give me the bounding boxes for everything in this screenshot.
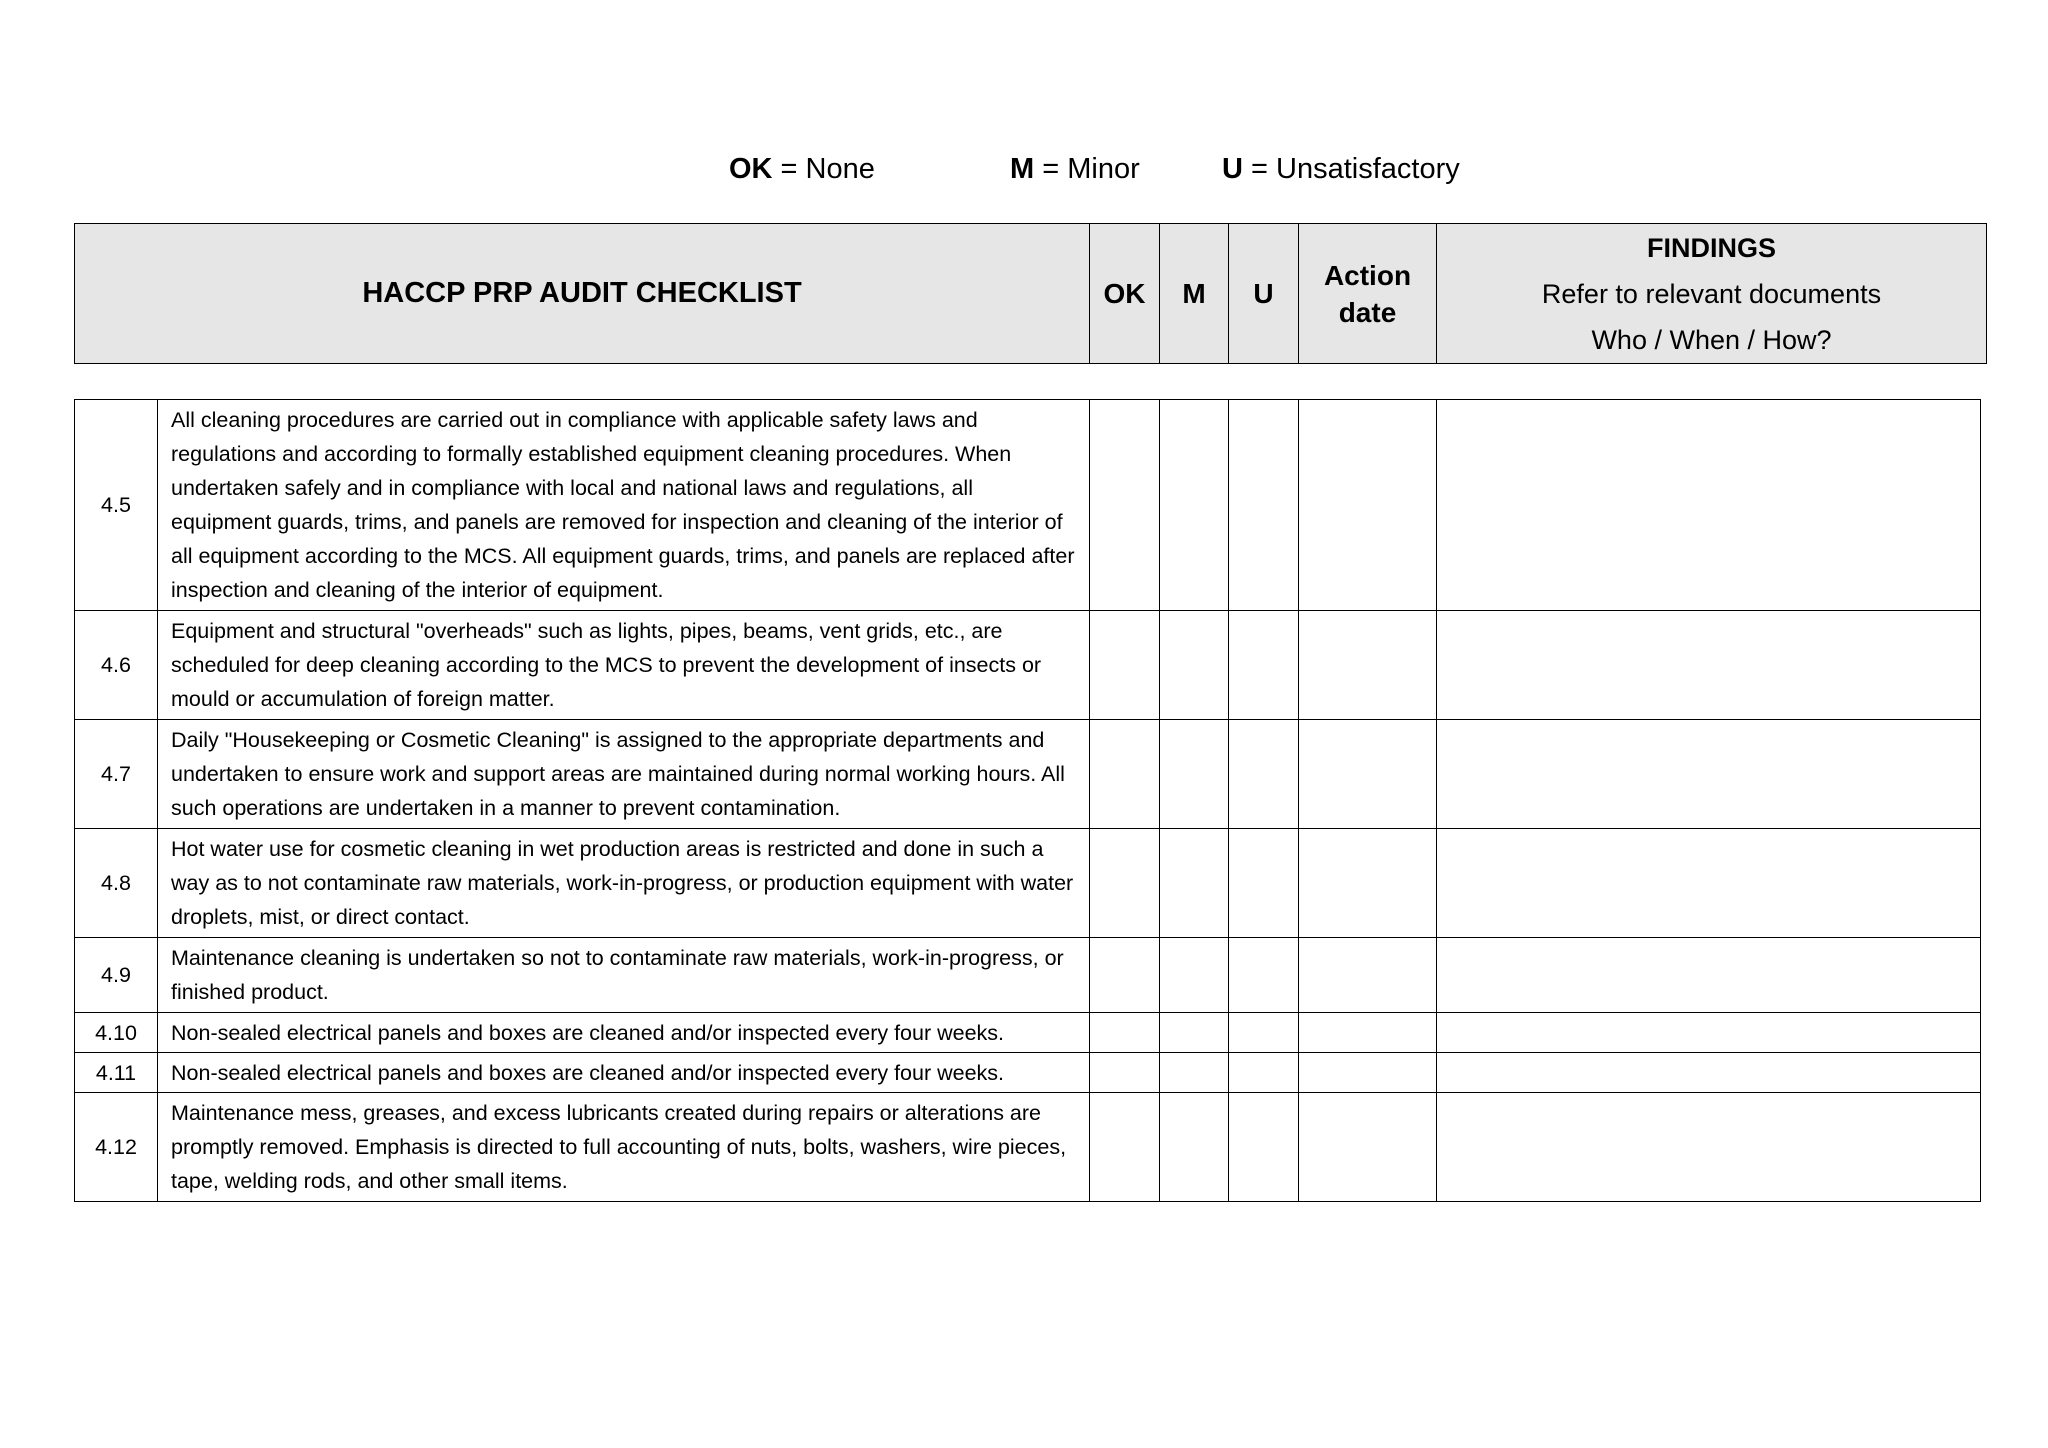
- item-number: 4.8: [75, 829, 158, 938]
- action-date-cell[interactable]: [1299, 829, 1437, 938]
- minor-cell[interactable]: [1160, 611, 1229, 720]
- minor-cell[interactable]: [1160, 938, 1229, 1013]
- table-row: [75, 1013, 1981, 1053]
- ok-cell[interactable]: [1090, 400, 1160, 611]
- legend-ok-desc: = None: [772, 153, 875, 185]
- item-text: Hot water use for cosmetic cleaning in wet production areas is restricted and done in such a way as to not contaminate raw materials, work-in-progress, or production equipment with water droplets, mist, or direct contact.: [158, 829, 1090, 938]
- ok-cell[interactable]: [1090, 1013, 1160, 1053]
- action-line-2: date: [1338, 296, 1397, 328]
- item-number: 4.12: [75, 1093, 158, 1202]
- col-action-date-header: [1299, 224, 1437, 364]
- checklist-table: [74, 399, 1981, 1202]
- legend-u-key: U: [1222, 153, 1243, 185]
- action-date-cell[interactable]: [1299, 1013, 1437, 1053]
- ok-cell[interactable]: [1090, 1053, 1160, 1093]
- table-row: [75, 829, 1981, 938]
- legend-unsatisfactory: [1222, 153, 1460, 186]
- action-date-cell[interactable]: [1299, 1053, 1437, 1093]
- unsatisfactory-cell[interactable]: [1229, 720, 1299, 829]
- minor-cell[interactable]: [1160, 720, 1229, 829]
- findings-cell[interactable]: [1437, 938, 1981, 1013]
- item-number: 4.7: [75, 720, 158, 829]
- unsatisfactory-cell[interactable]: [1229, 611, 1299, 720]
- item-text: Maintenance cleaning is undertaken so not to contaminate raw materials, work-in-progress, or finished product.: [158, 938, 1090, 1013]
- checklist-title: HACCP PRP AUDIT CHECKLIST: [75, 224, 1090, 364]
- findings-prompt: Who / When / How?: [1591, 324, 1832, 355]
- item-text: Equipment and structural "overheads" such as lights, pipes, beams, vent grids, etc., are scheduled for deep cleaning according to the MCS to prevent the development of insects or mould or accumulation of foreign matter.: [158, 611, 1090, 720]
- action-date-cell[interactable]: [1299, 938, 1437, 1013]
- unsatisfactory-cell[interactable]: [1229, 829, 1299, 938]
- action-date-cell[interactable]: [1299, 400, 1437, 611]
- unsatisfactory-cell[interactable]: [1229, 1093, 1299, 1202]
- ok-cell[interactable]: [1090, 611, 1160, 720]
- minor-cell[interactable]: [1160, 1093, 1229, 1202]
- findings-cell[interactable]: [1437, 1013, 1981, 1053]
- unsatisfactory-cell[interactable]: [1229, 400, 1299, 611]
- legend-ok: [729, 153, 875, 186]
- col-unsatisfactory-header: U: [1229, 224, 1299, 364]
- findings-cell[interactable]: [1437, 829, 1981, 938]
- minor-cell[interactable]: [1160, 400, 1229, 611]
- unsatisfactory-cell[interactable]: [1229, 1013, 1299, 1053]
- minor-cell[interactable]: [1160, 1013, 1229, 1053]
- findings-cell[interactable]: [1437, 400, 1981, 611]
- legend-u-desc: = Unsatisfactory: [1242, 153, 1460, 185]
- item-number: 4.11: [75, 1053, 158, 1093]
- item-text: Daily "Housekeeping or Cosmetic Cleaning" is assigned to the appropriate departments and undertaken to ensure work and support areas are maintained during normal working hours. All such operations are undertaken in a manner to prevent contamination.: [158, 720, 1090, 829]
- legend-m-desc: = Minor: [1034, 153, 1140, 185]
- legend-m-key: M: [1010, 153, 1035, 185]
- findings-title: FINDINGS: [1646, 232, 1776, 263]
- findings-cell[interactable]: [1437, 720, 1981, 829]
- action-line-1: Action: [1323, 259, 1412, 291]
- item-text: Maintenance mess, greases, and excess lubricants created during repairs or alterations are promptly removed. Emphasis is directed to full accounting of nuts, bolts, washers, wire pieces, tape, welding rods, and other small items.: [158, 1093, 1090, 1202]
- rating-legend: [0, 153, 2048, 193]
- col-ok-header: OK: [1090, 224, 1160, 364]
- action-date-cell[interactable]: [1299, 1093, 1437, 1202]
- findings-cell[interactable]: [1437, 1053, 1981, 1093]
- item-number: 4.9: [75, 938, 158, 1013]
- unsatisfactory-cell[interactable]: [1229, 938, 1299, 1013]
- table-row: [75, 1093, 1981, 1202]
- col-minor-header: M: [1160, 224, 1229, 364]
- findings-subtitle: Refer to relevant documents: [1541, 278, 1882, 309]
- table-row: [75, 1053, 1981, 1093]
- ok-cell[interactable]: [1090, 938, 1160, 1013]
- item-text: Non-sealed electrical panels and boxes are cleaned and/or inspected every four weeks.: [158, 1053, 1090, 1093]
- table-row: [75, 611, 1981, 720]
- ok-cell[interactable]: [1090, 829, 1160, 938]
- item-number: 4.10: [75, 1013, 158, 1053]
- item-number: 4.5: [75, 400, 158, 611]
- action-date-cell[interactable]: [1299, 720, 1437, 829]
- findings-cell[interactable]: [1437, 1093, 1981, 1202]
- checklist-header: [74, 223, 1987, 364]
- minor-cell[interactable]: [1160, 1053, 1229, 1093]
- item-text: All cleaning procedures are carried out in compliance with applicable safety laws and regulations and according to formally established equipment cleaning procedures. When undertaken safely and in compliance with local and national laws and regulations, all equipment guards, trims, and panels are removed for inspection and cleaning of the interior of all equipment according to the MCS. All equipment guards, trims, and panels are replaced after inspection and cleaning of the interior of equipment.: [158, 400, 1090, 611]
- legend-ok-key: OK: [729, 153, 773, 185]
- legend-minor: [1010, 153, 1140, 186]
- table-row: [75, 938, 1981, 1013]
- action-date-cell[interactable]: [1299, 611, 1437, 720]
- table-row: [75, 400, 1981, 611]
- table-row: [75, 720, 1981, 829]
- item-text: Non-sealed electrical panels and boxes are cleaned and/or inspected every four weeks.: [158, 1013, 1090, 1053]
- ok-cell[interactable]: [1090, 1093, 1160, 1202]
- ok-cell[interactable]: [1090, 720, 1160, 829]
- item-number: 4.6: [75, 611, 158, 720]
- findings-cell[interactable]: [1437, 611, 1981, 720]
- unsatisfactory-cell[interactable]: [1229, 1053, 1299, 1093]
- col-findings-header: [1437, 224, 1987, 364]
- minor-cell[interactable]: [1160, 829, 1229, 938]
